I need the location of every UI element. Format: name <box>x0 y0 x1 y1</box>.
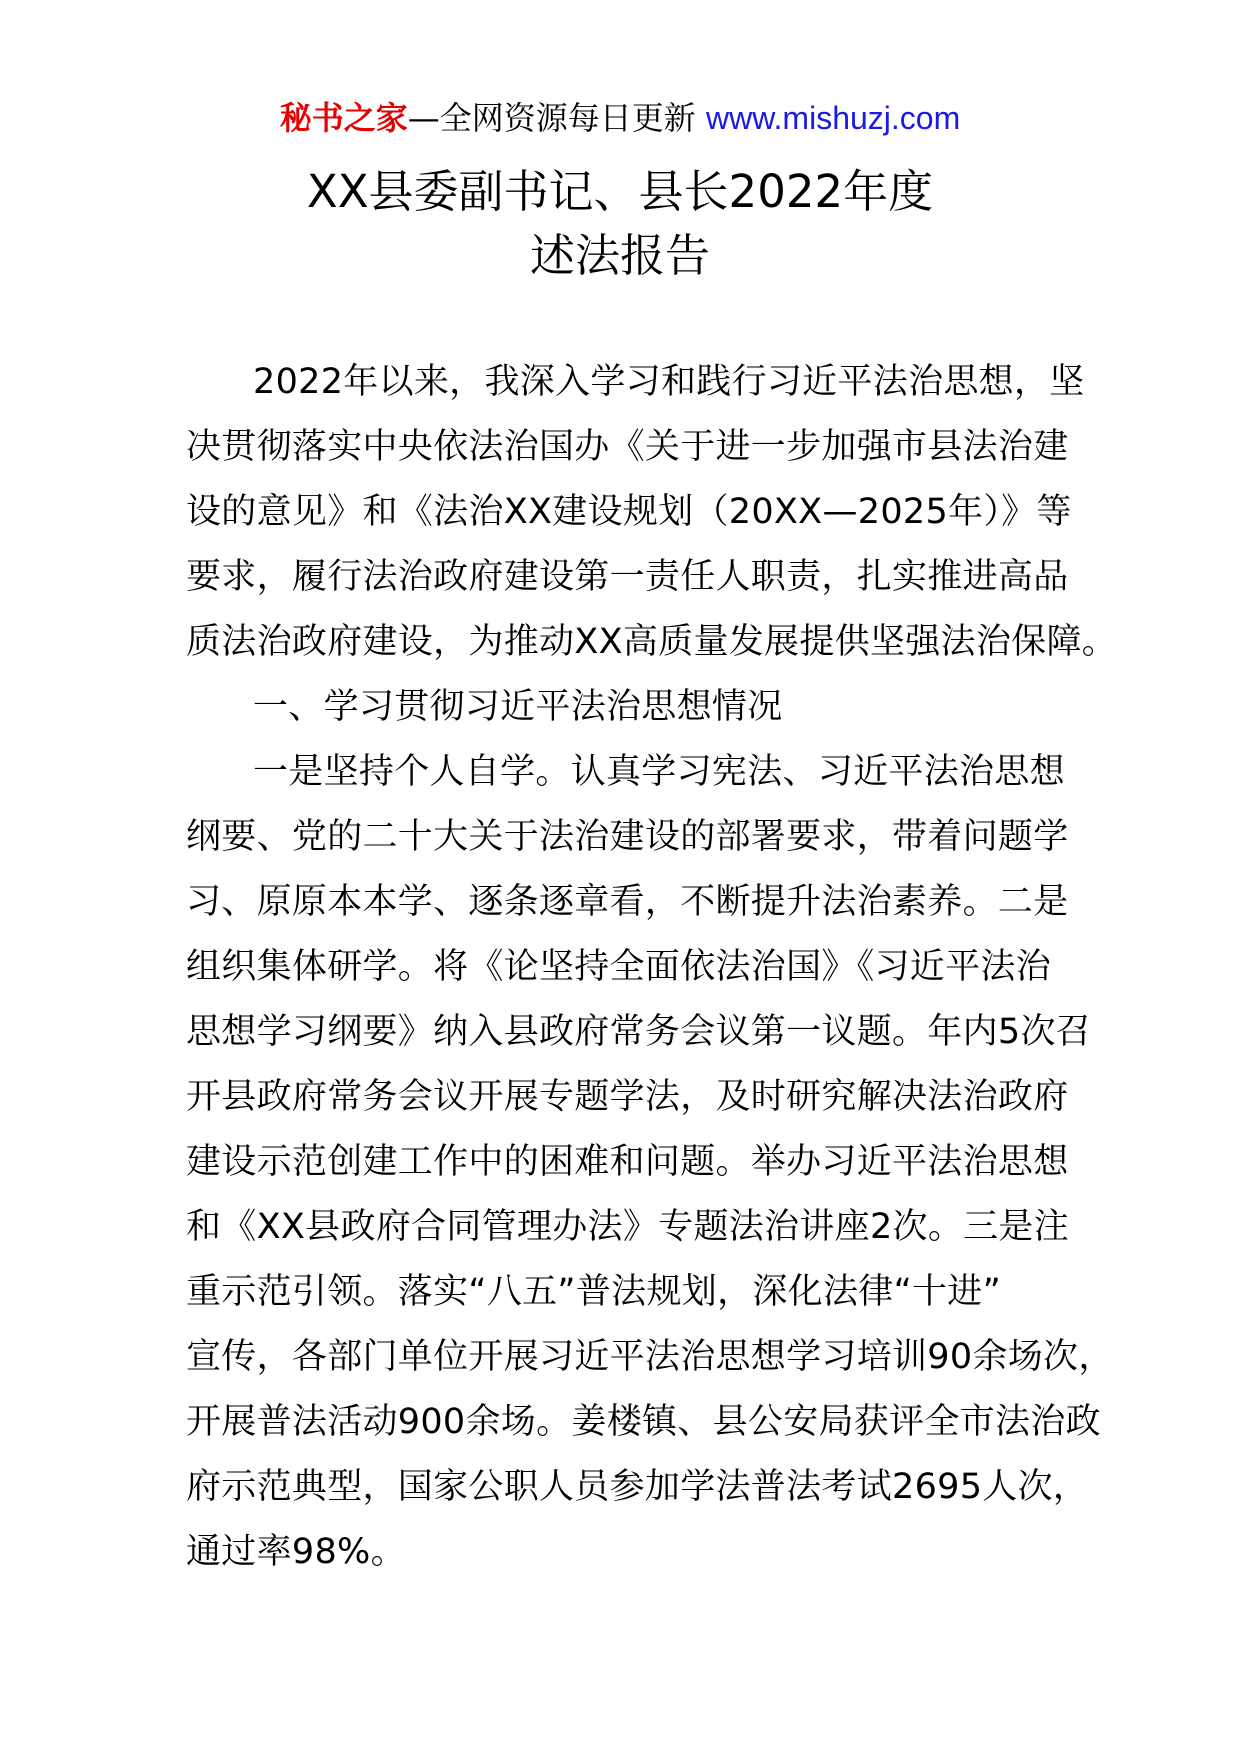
paragraph-line: 组织集体研学。将《论坚持全面依法治国》《习近平法治 <box>186 947 1052 987</box>
paragraph-line: 重示范引领。落实“八五”普法规划，深化法律“十进” <box>186 1272 1002 1312</box>
paragraph-line: 思想学习纲要》纳入县政府常务会议第一议题。年内5次召 <box>186 1012 1092 1052</box>
paragraph-line: 设的意见》和《法治XX建设规划（20XX—2025年）》等 <box>186 492 1072 532</box>
paragraph-line: 开展普法活动900余场。姜楼镇、县公安局获评全市法治政 <box>186 1402 1101 1442</box>
paragraph-line: 决贯彻落实中央依法治国办《关于进一步加强市县法治建 <box>186 427 1069 467</box>
paragraph-line: 开县政府常务会议开展专题学法，及时研究解决法治政府 <box>186 1077 1069 1117</box>
document-title-line-2: 述法报告 <box>529 229 710 282</box>
section-heading: 一、学习贯彻习近平法治思想情况 <box>253 687 783 727</box>
paragraph-line: 建设示范创建工作中的困难和问题。举办习近平法治思想 <box>186 1142 1069 1182</box>
document-body <box>186 360 1118 1595</box>
paragraph-line: 纲要、党的二十大关于法治建设的部署要求，带着问题学 <box>186 817 1069 857</box>
paragraph-line: 府示范典型，国家公职人员参加学法普法考试2695人次， <box>186 1467 1089 1507</box>
site-header <box>0 98 1240 138</box>
paragraph-line: 质法治政府建设，为推动XX高质量发展提供坚强法治保障。 <box>186 622 1118 662</box>
site-slogan: —全网资源每日更新 <box>407 99 706 137</box>
document-title-line-1: XX县委副书记、县长2022年度 <box>306 165 934 218</box>
paragraph-line: 宣传，各部门单位开展习近平法治思想学习培训90余场次， <box>186 1337 1114 1377</box>
site-brand: 秘书之家 <box>279 99 408 137</box>
paragraph-line: 2022年以来，我深入学习和践行习近平法治思想，坚 <box>253 362 1085 402</box>
paragraph-line: 通过率98%。 <box>186 1532 406 1572</box>
paragraph-line: 和《XX县政府合同管理办法》专题法治讲座2次。三是注 <box>186 1207 1070 1247</box>
paragraph-line: 要求，履行法治政府建设第一责任人职责，扎实推进高品 <box>186 557 1069 597</box>
paragraph-line: 一是坚持个人自学。认真学习宪法、习近平法治思想 <box>253 752 1065 792</box>
site-url[interactable]: www.mishuzj.com <box>705 100 961 136</box>
paragraph-line: 习、原原本本学、逐条逐章看，不断提升法治素养。二是 <box>186 882 1069 922</box>
